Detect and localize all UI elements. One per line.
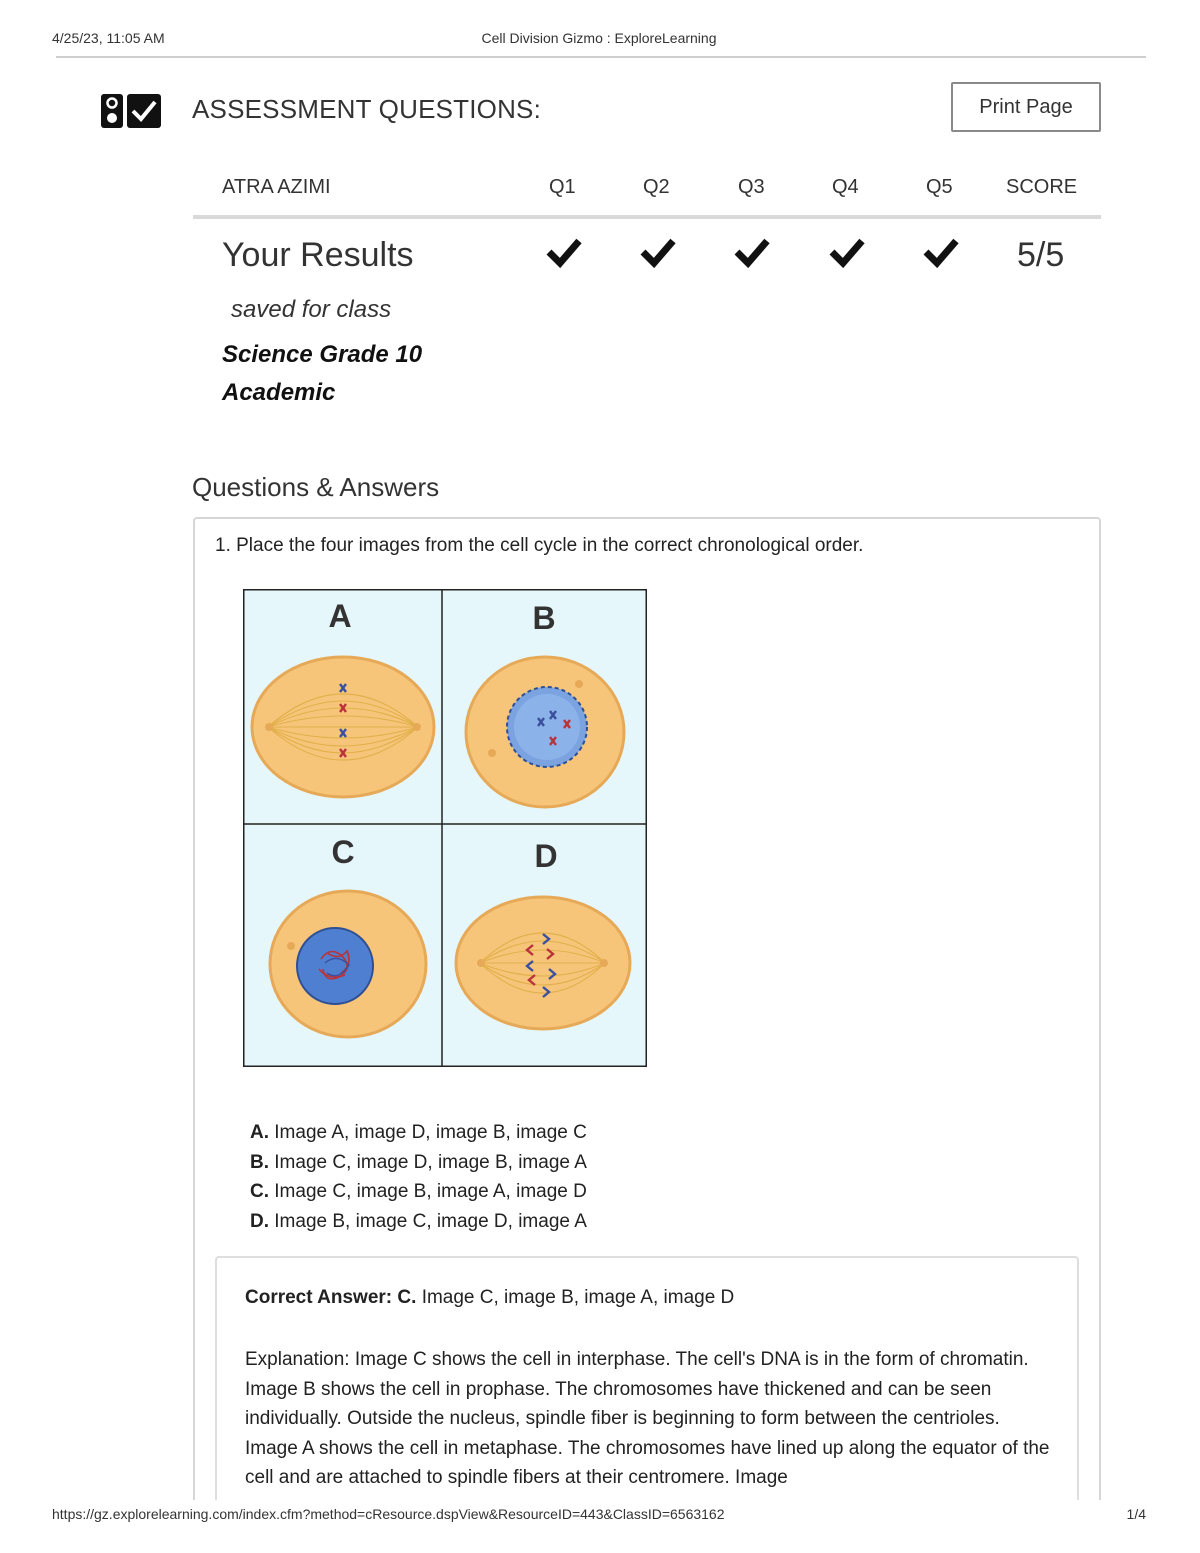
q1-correct-check-icon bbox=[546, 234, 582, 270]
correct-answer-text: Image C, image B, image A, image D bbox=[421, 1287, 735, 1308]
choice-c[interactable]: C. Image C, image B, image A, image D bbox=[250, 1181, 587, 1202]
print-title: Cell Division Gizmo : ExploreLearning bbox=[481, 30, 717, 46]
score-value: 5/5 bbox=[1017, 236, 1065, 274]
figure-label-a: A bbox=[328, 598, 352, 634]
column-q3: Q3 bbox=[738, 176, 765, 198]
correct-answer-letter: C. bbox=[397, 1287, 417, 1308]
correct-answer-line bbox=[245, 1287, 734, 1309]
results-divider bbox=[193, 215, 1101, 219]
saved-for-class-label: saved for class bbox=[231, 296, 392, 323]
print-footer bbox=[0, 1500, 1200, 1553]
student-name: ATRA AZIMI bbox=[222, 176, 331, 198]
print-url: https://gz.explorelearning.com/index.cfm?method=cResource.dspView&ResourceID=443&ClassID=6563162 bbox=[52, 1506, 725, 1522]
cell-image-b-prophase bbox=[466, 657, 624, 807]
page-number: 1/4 bbox=[1126, 1506, 1146, 1522]
choice-b[interactable]: B. Image C, image D, image B, image A bbox=[250, 1151, 587, 1173]
question-text: 1. Place the four images from the cell cycle in the correct chronological order. bbox=[215, 535, 864, 556]
assessment-title: ASSESSMENT QUESTIONS: bbox=[192, 94, 542, 124]
column-q1: Q1 bbox=[549, 176, 576, 198]
choice-a[interactable]: A. Image A, image D, image B, image C bbox=[250, 1122, 587, 1143]
answer-choices bbox=[250, 1118, 587, 1236]
correct-answer-label: Correct Answer: bbox=[245, 1287, 393, 1308]
assessment-checklist-icon bbox=[101, 94, 161, 128]
print-page-button[interactable]: Print Page bbox=[951, 82, 1101, 132]
print-date: 4/25/23, 11:05 AM bbox=[52, 30, 165, 46]
choice-d[interactable]: D. Image B, image C, image D, image A bbox=[250, 1210, 587, 1232]
cell-image-c-interphase bbox=[270, 891, 426, 1037]
figure-label-d: D bbox=[534, 838, 558, 874]
figure-label-c: C bbox=[331, 834, 355, 870]
cell-image-a-metaphase bbox=[252, 657, 434, 797]
column-q2: Q2 bbox=[643, 176, 670, 198]
header-divider bbox=[56, 56, 1146, 58]
figure-label-b: B bbox=[532, 600, 556, 636]
questions-answers-heading: Questions & Answers bbox=[192, 472, 440, 502]
your-results-label: Your Results bbox=[222, 236, 414, 274]
class-name: Science Grade 10 Academic bbox=[222, 341, 423, 406]
print-header bbox=[52, 30, 1146, 48]
cell-cycle-figure bbox=[243, 589, 647, 1067]
q3-correct-check-icon bbox=[734, 234, 770, 270]
cell-image-d-anaphase bbox=[456, 897, 630, 1029]
q4-correct-check-icon bbox=[829, 234, 865, 270]
answer-explanation: Explanation: Image C shows the cell in interphase. The cell's DNA is in the form of chromatin. Image B shows the cell in prophase. The chromosomes have thickened and can be seen individually. Outside the nucleus, spindle fiber is beginning to form between the centrioles. Image A shows the cell in metaphase. The chromosomes have lined up along the equator of the cell and are attached to spindle fibers at their centromere. Image bbox=[245, 1349, 1050, 1488]
column-q5: Q5 bbox=[926, 176, 953, 198]
q2-correct-check-icon bbox=[640, 234, 676, 270]
column-q4: Q4 bbox=[832, 176, 859, 198]
column-score: SCORE bbox=[1006, 176, 1078, 198]
q5-correct-check-icon bbox=[923, 234, 959, 270]
